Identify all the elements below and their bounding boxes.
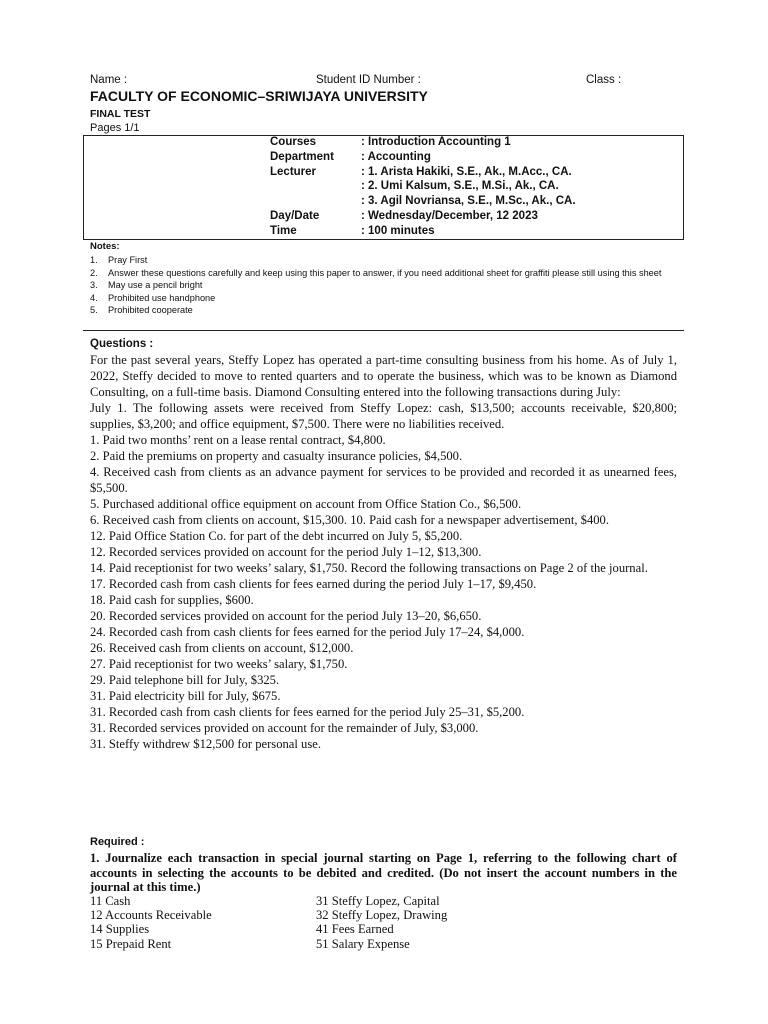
list-item — [90, 267, 682, 280]
info-key: Time — [270, 225, 297, 237]
list-item — [90, 922, 677, 936]
transaction-item: 2. Paid the premiums on property and casualty insurance policies, $4,500. — [90, 449, 463, 463]
info-value: : Wednesday/December, 12 2023 — [361, 210, 538, 222]
note-text: Pray First — [108, 255, 148, 265]
name-label: Name : — [90, 74, 128, 86]
transaction-item: 31. Paid electricity bill for July, $675. — [90, 689, 281, 703]
info-value: : 1. Arista Hakiki, S.E., Ak., M.Acc., CA. — [361, 166, 572, 178]
transaction-item: 31. Steffy withdrew $12,500 for personal use. — [90, 737, 321, 751]
test-type: FINAL TEST — [90, 108, 151, 120]
note-text: May use a pencil bright — [108, 280, 203, 291]
box-border — [683, 135, 684, 239]
divider — [83, 239, 684, 240]
questions-body — [90, 352, 677, 752]
questions-title: Questions : — [90, 338, 154, 350]
list-item — [90, 254, 682, 267]
info-value: : 100 minutes — [361, 225, 435, 237]
info-value: : Accounting — [361, 151, 431, 163]
transaction-item: 1. Paid two months’ rent on a lease rental contract, $4,800. — [90, 433, 386, 447]
divider — [83, 330, 684, 331]
student-info-line — [90, 74, 690, 88]
note-number: 3. — [90, 280, 98, 291]
transaction-item: 12. Paid Office Station Co. for part of the debt incurred on July 5, $5,200. — [90, 529, 463, 543]
transaction-item: 17. Recorded cash from cash clients for fees earned during the period July 1–17, $9,450. — [90, 577, 537, 591]
list-item — [90, 937, 677, 951]
account-left: 11 Cash — [90, 894, 131, 908]
info-key: Day/Date — [270, 210, 320, 222]
account-right: 31 Steffy Lopez, Capital — [316, 894, 440, 908]
transaction-item: 24. Recorded cash from cash clients for fees earned for the period July 17–24, $4,000. — [90, 625, 525, 639]
list-item — [90, 894, 677, 908]
transaction-item: 5. Purchased additional office equipment on account from Office Station Co., $6,500. — [90, 497, 522, 511]
questions-intro: For the past several years, Steffy Lopez has operated a part-time consulting business from his home. As of July 1, 2022, Steffy decided to move to rented quarters and to operate the business, which was to be known as Diamond Consulting, on a full-time basis. Diamond Consulting entered into the following transactions during July: — [90, 353, 677, 399]
account-right: 51 Salary Expense — [316, 936, 410, 951]
info-key: Courses — [270, 136, 317, 148]
class-label: Class : — [586, 74, 622, 86]
transaction-item: 27. Paid receptionist for two weeks’ salary, $1,750. — [90, 657, 348, 671]
info-value: : 3. Agil Novriansa, S.E., M.Sc., Ak., CA. — [361, 195, 576, 207]
note-number: 4. — [90, 292, 98, 303]
list-item — [90, 304, 682, 317]
note-text: Answer these questions carefully and keep using this paper to answer, if you need additional sheet for graffiti please still using this sheet — [108, 267, 662, 278]
transaction-item: 31. Recorded services provided on account for the remainder of July, $3,000. — [90, 721, 479, 735]
box-border — [83, 135, 84, 239]
transaction-item: 18. Paid cash for supplies, $600. — [90, 593, 254, 607]
info-key: Lecturer — [270, 166, 317, 178]
required-title: Required : — [90, 836, 145, 848]
notes-title: Notes: — [90, 241, 120, 252]
transaction-item: 29. Paid telephone bill for July, $325. — [90, 673, 280, 687]
account-right: 32 Steffy Lopez, Drawing — [316, 908, 448, 923]
info-key: Department — [270, 151, 334, 163]
note-text: Prohibited cooperate — [108, 305, 193, 316]
transaction-item: 6. Received cash from clients on account, $15,300. 10. Paid cash for a newspaper advertisement, $400. — [90, 513, 609, 527]
notes-list — [90, 254, 682, 317]
student-id-label: Student ID Number : — [316, 74, 421, 86]
note-number: 2. — [90, 267, 98, 278]
transaction-item: 31. Recorded cash from cash clients for fees earned for the period July 25–31, $5,200. — [90, 705, 525, 719]
page-count: Pages 1/1 — [90, 122, 140, 134]
account-left: 12 Accounts Receivable — [90, 908, 212, 923]
info-value: : 2. Umi Kalsum, S.E., M.Si., Ak., CA. — [361, 180, 559, 192]
account-left: 14 Supplies — [90, 922, 150, 937]
note-text: Prohibited use handphone — [108, 292, 216, 303]
list-item — [90, 908, 677, 922]
transaction-item: 12. Recorded services provided on account for the period July 1–12, $13,300. — [90, 545, 482, 559]
transaction-item: 14. Paid receptionist for two weeks’ salary, $1,750. Record the following transactions on Page 2 of the journal. — [90, 561, 648, 575]
note-number: 5. — [90, 305, 98, 316]
transaction-july-1: July 1. The following assets were received from Steffy Lopez: cash, $13,500; accounts receivable, $20,800; supplies, $3,200; and office equipment, $7,500. There were no liabilities received. — [90, 401, 677, 431]
transaction-item: 4. Received cash from clients as an advance payment for services to be provided and recorded it as unearned fees, $5,500. — [90, 465, 677, 495]
transaction-item: 26. Received cash from clients on account, $12,000. — [90, 641, 354, 655]
chart-of-accounts — [90, 894, 677, 951]
account-right: 41 Fees Earned — [316, 922, 394, 937]
note-number: 1. — [90, 255, 98, 265]
list-item — [90, 279, 682, 292]
list-item — [90, 292, 682, 305]
required-instruction: 1. Journalize each transaction in special journal starting on Page 1, referring to the following chart of accounts in selecting the accounts to be debited and credited. (Do not insert the account numbers in the journal at this time.) — [90, 851, 677, 894]
info-value: : Introduction Accounting 1 — [361, 136, 511, 148]
faculty-title: FACULTY OF ECONOMIC–SRIWIJAYA UNIVERSITY — [90, 88, 428, 104]
account-left: 15 Prepaid Rent — [90, 936, 172, 951]
transaction-item: 20. Recorded services provided on account for the period July 13–20, $6,650. — [90, 609, 482, 623]
